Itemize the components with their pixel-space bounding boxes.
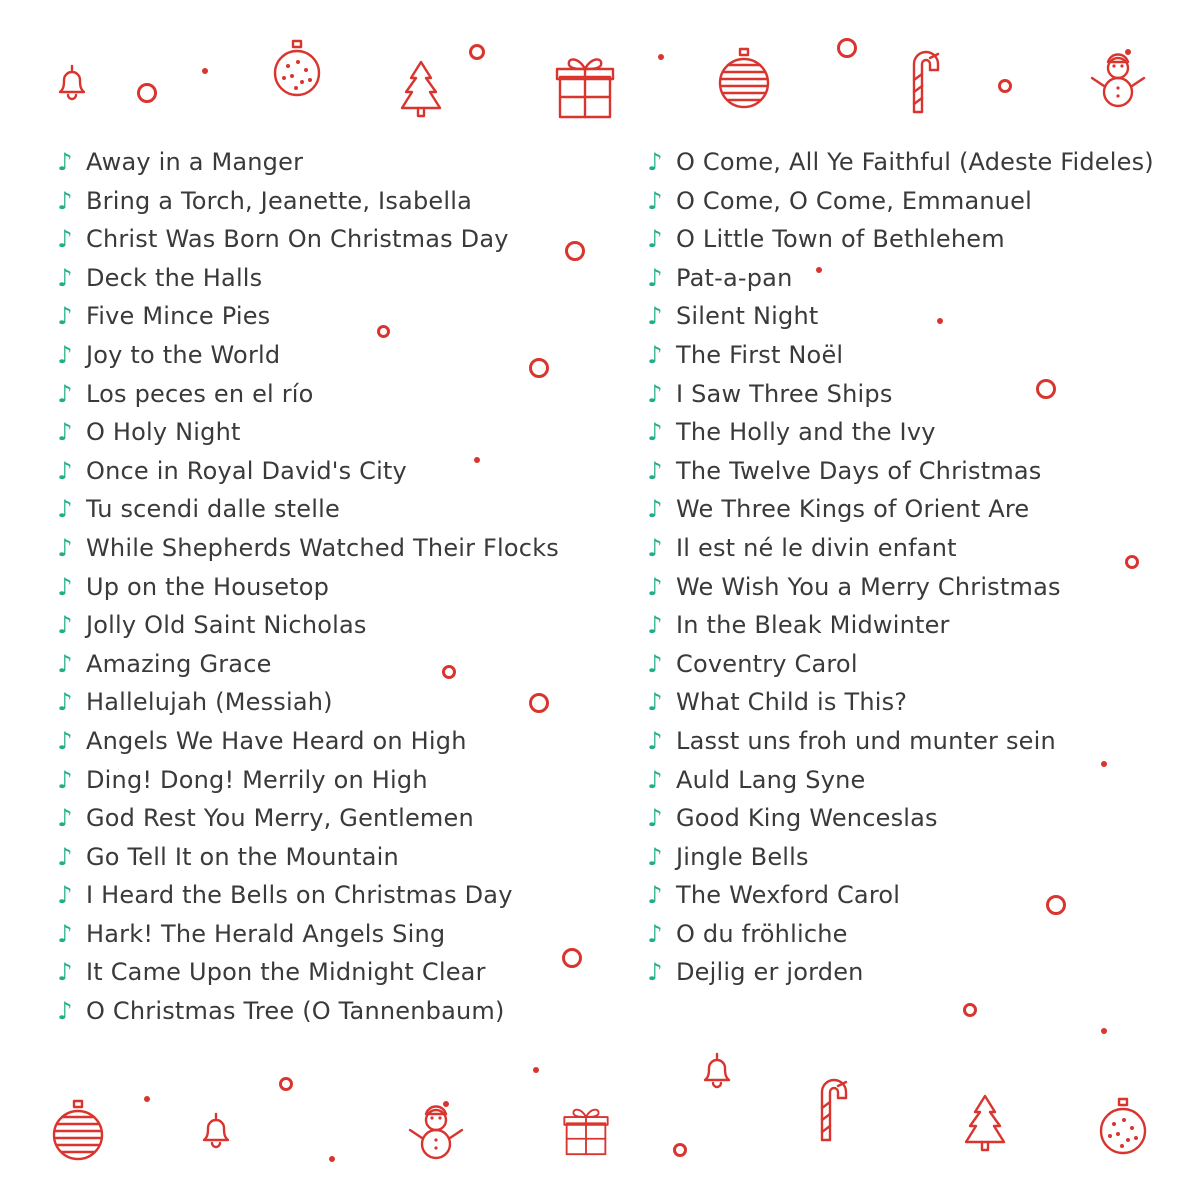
- song-list-item: [52, 259, 559, 298]
- music-note-icon: ♪: [57, 533, 73, 562]
- song-list-item: [642, 761, 1154, 800]
- music-note-icon: ♪: [647, 765, 663, 794]
- song-title: O Christmas Tree (O Tannenbaum): [86, 997, 505, 1026]
- song-list-item: [642, 876, 1154, 915]
- song-list-item: [52, 606, 559, 645]
- song-title: We Wish You a Merry Christmas: [676, 572, 1061, 601]
- music-note-icon: ♪: [57, 148, 73, 176]
- music-note-icon: ♪: [647, 881, 663, 910]
- song-list-item: [52, 915, 559, 954]
- song-list-item: [642, 722, 1154, 761]
- song-title: Hark! The Herald Angels Sing: [86, 919, 446, 948]
- snow-ring: [137, 83, 157, 103]
- ornament-icon: [50, 1098, 106, 1164]
- song-list-item: [642, 568, 1154, 607]
- music-note-icon: ♪: [57, 418, 73, 447]
- bell-icon: [697, 1050, 737, 1092]
- song-title: Los peces en el río: [86, 379, 314, 408]
- music-note-icon: ♪: [57, 302, 73, 331]
- music-note-icon: ♪: [57, 688, 73, 717]
- music-note-icon: ♪: [647, 302, 663, 331]
- song-list-item: [642, 799, 1154, 838]
- song-list-item: [52, 876, 559, 915]
- song-list-item: [52, 336, 559, 375]
- song-list-right: [642, 143, 1154, 992]
- song-list-item: [52, 413, 559, 452]
- song-list-left: [52, 143, 559, 1031]
- snow-dot: [1101, 1028, 1107, 1034]
- bell-icon: [52, 62, 92, 104]
- song-list-item: [642, 259, 1154, 298]
- song-list-item: [52, 297, 559, 336]
- music-note-icon: ♪: [57, 765, 73, 794]
- song-title: The First Noël: [676, 340, 844, 369]
- music-note-icon: ♪: [647, 842, 663, 871]
- song-list-item: [52, 838, 559, 877]
- song-list-item: [642, 645, 1154, 684]
- song-list-item: [642, 143, 1154, 182]
- gift-icon: [562, 1103, 610, 1159]
- song-title: O du fröhliche: [676, 919, 848, 948]
- song-title: Good King Wenceslas: [676, 804, 938, 833]
- snow-ring: [469, 44, 485, 60]
- music-note-icon: ♪: [647, 688, 663, 717]
- gift-icon: [554, 53, 616, 121]
- song-title: Jingle Bells: [676, 842, 809, 871]
- snow-ring: [565, 241, 585, 261]
- music-note-icon: ♪: [57, 726, 73, 755]
- song-list-item: [642, 452, 1154, 491]
- song-title: Once in Royal David's City: [86, 456, 407, 485]
- music-note-icon: ♪: [57, 225, 73, 254]
- song-list-item: [52, 220, 559, 259]
- song-title: Up on the Housetop: [86, 572, 330, 601]
- song-list-item: [52, 683, 559, 722]
- snow-dot: [202, 68, 208, 74]
- song-list-item: [642, 529, 1154, 568]
- bell-icon: [196, 1110, 236, 1152]
- snowman-icon: [404, 1098, 468, 1160]
- music-note-icon: ♪: [647, 958, 663, 987]
- song-title: Silent Night: [676, 302, 819, 331]
- song-list-item: [52, 375, 559, 414]
- snow-dot: [533, 1067, 539, 1073]
- song-title: The Wexford Carol: [676, 881, 901, 910]
- candy-cane-icon: [904, 42, 948, 116]
- song-list-item: [642, 606, 1154, 645]
- music-note-icon: ♪: [57, 919, 73, 948]
- song-title: Jolly Old Saint Nicholas: [86, 611, 367, 640]
- song-list-item: [642, 297, 1154, 336]
- song-list-item: [52, 992, 559, 1031]
- music-note-icon: ♪: [647, 572, 663, 601]
- music-note-icon: ♪: [57, 572, 73, 601]
- song-title: O Little Town of Bethlehem: [676, 225, 1005, 254]
- song-title: Deck the Halls: [86, 263, 263, 292]
- music-note-icon: ♪: [57, 804, 73, 833]
- song-list-item: [642, 375, 1154, 414]
- song-list-item: [52, 799, 559, 838]
- song-title: I Saw Three Ships: [676, 379, 893, 408]
- music-note-icon: ♪: [647, 726, 663, 755]
- music-note-icon: ♪: [647, 495, 663, 524]
- ornament-icon: [716, 46, 772, 112]
- song-title: Hallelujah (Messiah): [86, 688, 333, 717]
- snow-ring: [998, 79, 1012, 93]
- tree-icon: [962, 1092, 1008, 1154]
- song-title: Dejlig er jorden: [676, 958, 864, 987]
- song-list-item: [52, 761, 559, 800]
- song-title: Lasst uns froh und munter sein: [676, 726, 1056, 755]
- music-note-icon: ♪: [647, 533, 663, 562]
- song-list-item: [52, 529, 559, 568]
- music-note-icon: ♪: [57, 340, 73, 369]
- snow-dot: [658, 54, 664, 60]
- song-list-item: [52, 143, 559, 182]
- song-list-item: [642, 915, 1154, 954]
- song-title: Coventry Carol: [676, 649, 858, 678]
- song-list-item: [642, 413, 1154, 452]
- song-title: While Shepherds Watched Their Flocks: [86, 533, 560, 562]
- snow-ring: [279, 1077, 293, 1091]
- snow-ring: [837, 38, 857, 58]
- song-list-item: [642, 336, 1154, 375]
- song-title: O Holy Night: [86, 418, 241, 447]
- music-note-icon: ♪: [647, 340, 663, 369]
- music-note-icon: ♪: [647, 611, 663, 640]
- song-list-item: [642, 683, 1154, 722]
- song-list-item: [52, 490, 559, 529]
- song-list-item: [52, 645, 559, 684]
- song-title: Pat-a-pan: [676, 263, 793, 292]
- music-note-icon: ♪: [57, 611, 73, 640]
- music-note-icon: ♪: [647, 263, 663, 292]
- song-title: O Come, All Ye Faithful (Adeste Fideles): [676, 148, 1154, 176]
- music-note-icon: ♪: [647, 804, 663, 833]
- ornament-icon: [1096, 1096, 1150, 1158]
- song-list-item: [642, 838, 1154, 877]
- song-title: God Rest You Merry, Gentlemen: [86, 804, 474, 833]
- song-title: The Twelve Days of Christmas: [676, 456, 1042, 485]
- music-note-icon: ♪: [57, 456, 73, 485]
- song-title: The Holly and the Ivy: [676, 418, 936, 447]
- music-note-icon: ♪: [647, 148, 663, 176]
- song-list-item: [52, 182, 559, 221]
- song-title: Auld Lang Syne: [676, 765, 866, 794]
- music-note-icon: ♪: [57, 842, 73, 871]
- song-title: O Come, O Come, Emmanuel: [676, 186, 1033, 215]
- song-list-item: [642, 220, 1154, 259]
- song-title: In the Bleak Midwinter: [676, 611, 950, 640]
- music-note-icon: ♪: [57, 263, 73, 292]
- song-title: It Came Upon the Midnight Clear: [86, 958, 486, 987]
- music-note-icon: ♪: [647, 919, 663, 948]
- song-title: Away in a Manger: [86, 148, 304, 176]
- snow-ring: [673, 1143, 687, 1157]
- music-note-icon: ♪: [647, 418, 663, 447]
- song-list-item: [52, 452, 559, 491]
- music-note-icon: ♪: [57, 997, 73, 1026]
- song-list-item: [642, 953, 1154, 992]
- song-title: We Three Kings of Orient Are: [676, 495, 1030, 524]
- song-list-item: [642, 490, 1154, 529]
- music-note-icon: ♪: [57, 881, 73, 910]
- snow-ring: [963, 1003, 977, 1017]
- song-title: Il est né le divin enfant: [676, 533, 957, 562]
- music-note-icon: ♪: [57, 649, 73, 678]
- snow-dot: [144, 1096, 150, 1102]
- snow-ring: [562, 948, 582, 968]
- song-title: Five Mince Pies: [86, 302, 271, 331]
- candy-cane-icon: [812, 1070, 856, 1144]
- song-title: Amazing Grace: [86, 649, 272, 678]
- music-note-icon: ♪: [647, 225, 663, 254]
- song-title: Joy to the World: [86, 340, 281, 369]
- song-title: What Child is This?: [676, 688, 908, 717]
- song-title: I Heard the Bells on Christmas Day: [86, 881, 513, 910]
- music-note-icon: ♪: [647, 186, 663, 215]
- snow-dot: [329, 1156, 335, 1162]
- song-title: Christ Was Born On Christmas Day: [86, 225, 509, 254]
- music-note-icon: ♪: [647, 649, 663, 678]
- song-title: Go Tell It on the Mountain: [86, 842, 399, 871]
- song-title: Bring a Torch, Jeanette, Isabella: [86, 186, 472, 215]
- song-title: Ding! Dong! Merrily on High: [86, 765, 428, 794]
- music-note-icon: ♪: [647, 456, 663, 485]
- music-note-icon: ♪: [57, 379, 73, 408]
- music-note-icon: ♪: [57, 958, 73, 987]
- song-list-item: [52, 953, 559, 992]
- song-list-item: [642, 182, 1154, 221]
- song-title: Tu scendi dalle stelle: [86, 495, 340, 524]
- music-note-icon: ♪: [57, 495, 73, 524]
- music-note-icon: ♪: [57, 186, 73, 215]
- song-list-item: [52, 722, 559, 761]
- song-title: Angels We Have Heard on High: [86, 726, 467, 755]
- snowman-icon: [1086, 46, 1150, 108]
- song-list-item: [52, 568, 559, 607]
- ornament-icon: [270, 38, 324, 100]
- music-note-icon: ♪: [647, 379, 663, 408]
- tree-icon: [398, 58, 444, 120]
